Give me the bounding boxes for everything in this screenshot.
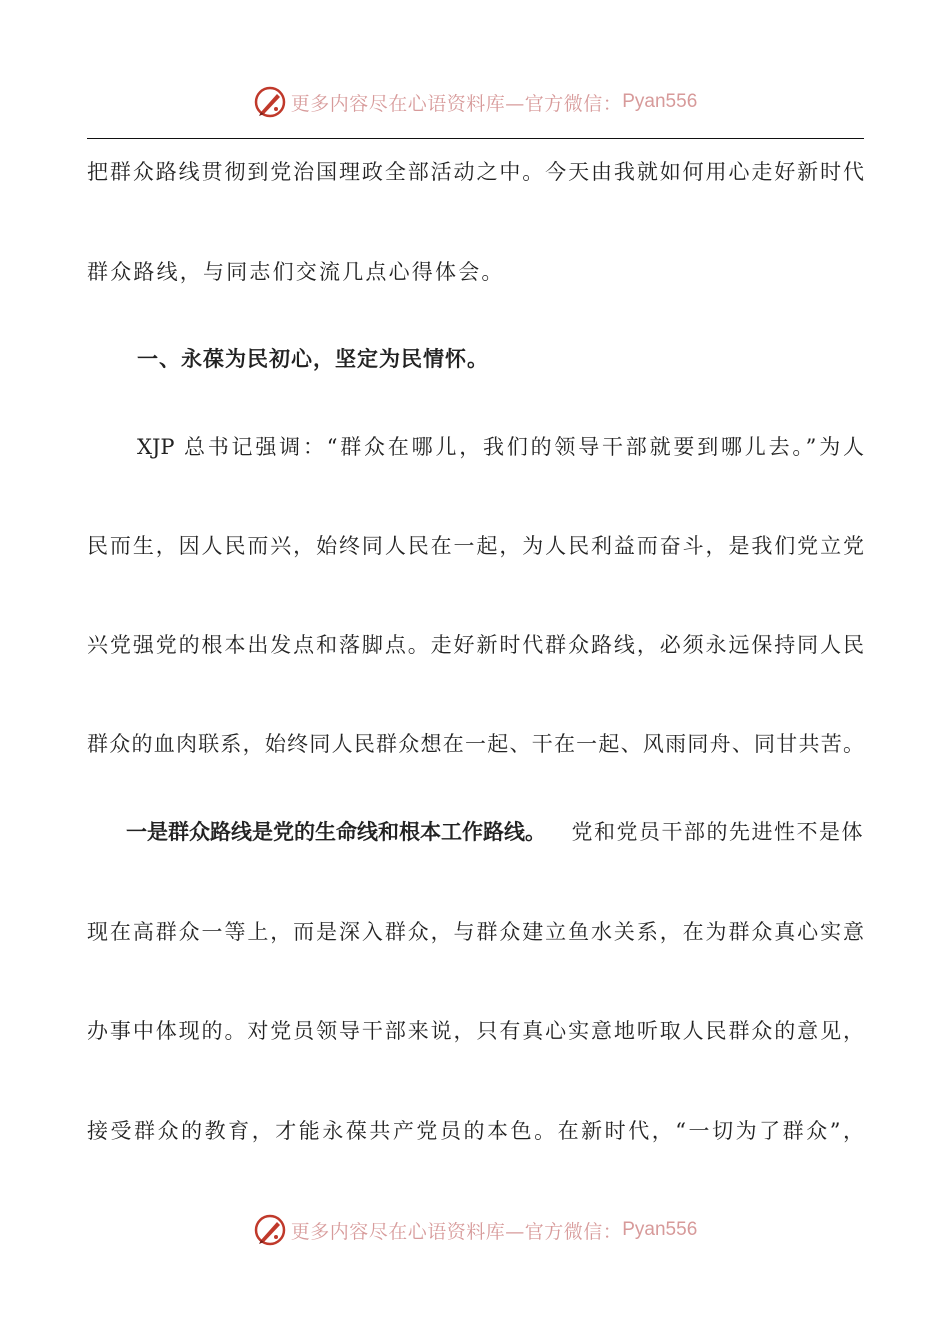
header-divider (87, 138, 864, 139)
point-1-paragraph (126, 817, 864, 847)
body-line-5: 兴党强党的根本出发点和落脚点。走好新时代群众路线，必须永远保持同人民 (87, 633, 864, 657)
footer-banner (0, 1210, 950, 1250)
pen-logo-icon (253, 85, 287, 119)
body-line-1: 把群众路线贯彻到党治国理政全部活动之中。今天由我就如何用心走好新时代 (87, 160, 864, 184)
header-banner-wechat: Pyan556 (622, 91, 698, 112)
body-line-7: 现在高群众一等上，而是深入群众，与群众建立鱼水关系，在为群众真心实意 (87, 920, 864, 944)
footer-banner-wechat: Pyan556 (622, 1219, 698, 1240)
section-heading-1: 一、永葆为民初心，坚定为民情怀。 (137, 347, 489, 371)
header-banner (0, 82, 950, 122)
point-1-lead: 一是群众路线是党的生命线和根本工作路线。 (126, 820, 546, 844)
body-line-9: 接受群众的教育，才能永葆共产党员的本色。在新时代，“一切为了群众”， (87, 1119, 864, 1143)
header-banner-text: 更多内容尽在心语资料库—官方微信： (290, 92, 623, 115)
point-1-rest: 党和党员干部的先进性不是体 (571, 820, 864, 844)
body-line-8: 办事中体现的。对党员领导干部来说，只有真心实意地听取人民群众的意见， (87, 1019, 864, 1043)
body-line-3: XJP 总书记强调：“群众在哪儿，我们的领导干部就要到哪儿去。”为人 (137, 435, 864, 459)
body-line-4: 民而生，因人民而兴，始终同人民在一起，为人民利益而奋斗，是我们党立党 (87, 534, 864, 558)
footer-banner-text: 更多内容尽在心语资料库—官方微信： (290, 1220, 623, 1243)
body-line-2: 群众路线，与同志们交流几点心得体会。 (87, 260, 505, 284)
pen-logo-icon (253, 1213, 287, 1247)
body-line-6: 群众的血肉联系，始终同人民群众想在一起、干在一起、风雨同舟、同甘共苦。 (87, 732, 864, 756)
